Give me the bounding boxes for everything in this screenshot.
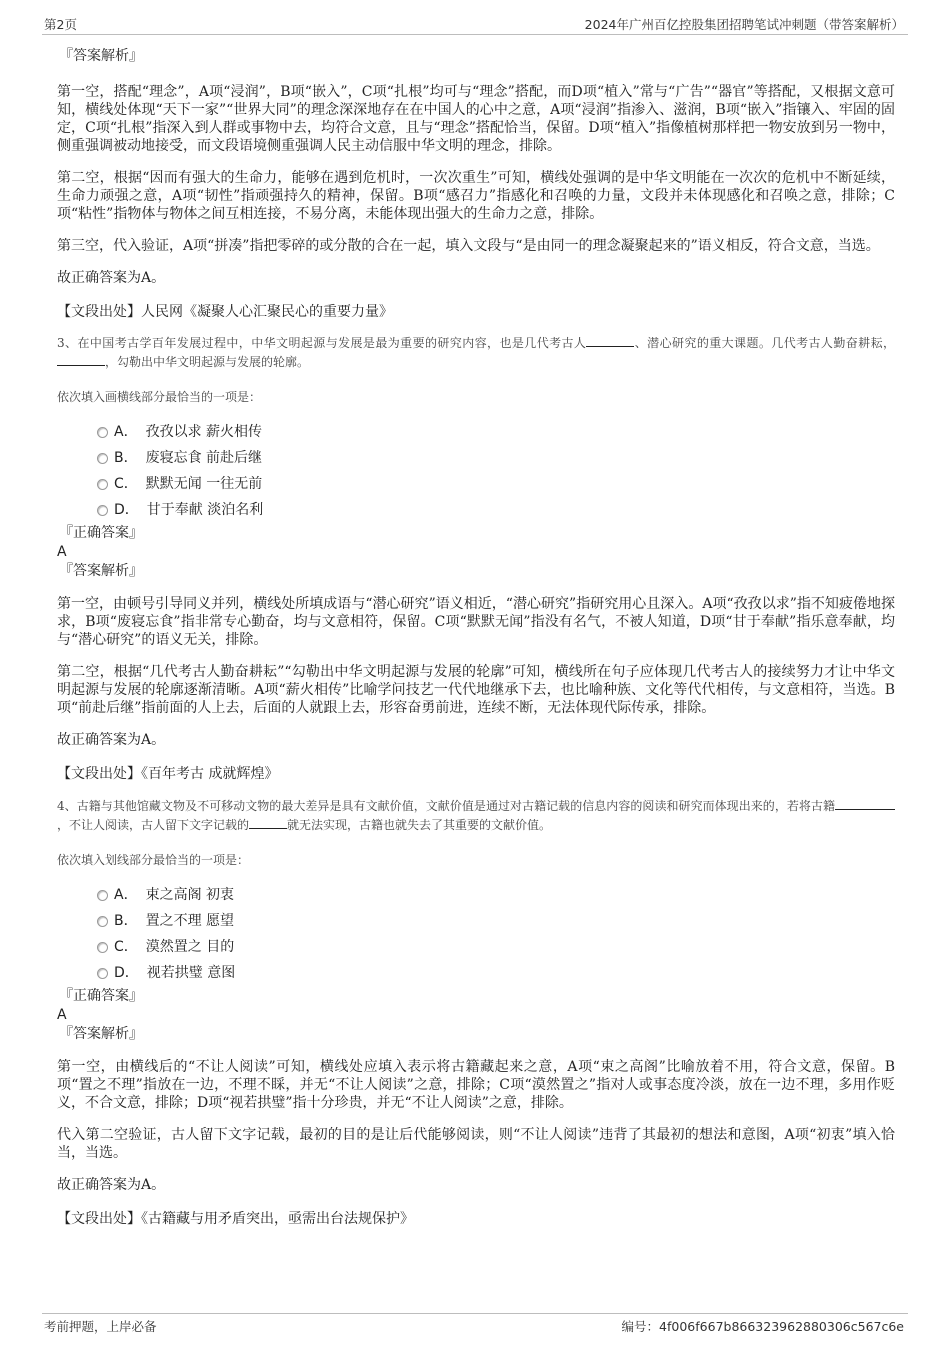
q3-options [57, 419, 895, 523]
q4-prompt: 依次填入划线部分最恰当的一项是： [57, 853, 250, 867]
radio-icon[interactable] [97, 890, 108, 901]
footer-slogan: 考前押题，上岸必备 [44, 1319, 157, 1334]
page-header [42, 14, 908, 35]
q4-correct-label: 『正确答案』 [59, 988, 143, 1004]
radio-icon[interactable] [97, 479, 108, 490]
q4-stem-part1: 4、古籍与其他馆藏文物及不可移动文物的最大差异是具有文献价值，文献价值是通过对古籍记载的信息内容的阅读和研究而体现出来的，若将古籍 [57, 799, 835, 813]
q2-analysis-label: 『答案解析』 [59, 48, 143, 64]
radio-icon[interactable] [97, 505, 108, 516]
q3-source: 【文段出处】《百年考古 成就辉煌》 [57, 766, 279, 782]
q4-option-b[interactable]: B． 置之不理 愿望 [57, 908, 895, 934]
q4-analysis-label: 『答案解析』 [59, 1026, 143, 1042]
q2-analysis-p2: 第二空，根据“因而有强大的生命力，能够在遇到危机时，一次次重生”可知，横线处强调的是中华文明能在一次次的危机中不断延续，生命力顽强之意，A项“韧性”指顽强持久的精神，保留。B项“感召力”指感化和召唤的力量，文段并未体现感化和召唤之意，排除；C项“粘性”指物体与物体之间互相连接，不易分离，未能体现出强大的生命力之意，排除。 [57, 170, 895, 222]
q2-analysis-p1: 第一空，搭配“理念”，A项“浸润”，B项“嵌入”，C项“扎根”均可与“理念”搭配，而D项“植入”常与“广告”“器官”等搭配，又根据文意可知，横线处体现“天下一家”“世界大同”的理念深深地存在在中国人的心中之意，A项“浸润”指渗入、滋润，B项“嵌入”指镶入、牢固的固定，C项“扎根”指深入到人群或事物中去，均符合文意，且与“理念”搭配恰当，保留。D项“植入”指像植树那样把一物安放到另一物中，侧重强调被动地接受，而文段语境侧重强调人民主动信服中华文明的理念，排除。 [57, 84, 895, 154]
radio-icon[interactable] [97, 942, 108, 953]
q3-stem-part3: ，勾勒出中华文明起源与发展的轮廓。 [105, 355, 310, 369]
q4-blank-1 [835, 797, 895, 810]
radio-icon[interactable] [97, 427, 108, 438]
q3-blank-1 [586, 334, 634, 347]
q3-analysis-p2: 第二空，根据“几代考古人勤奋耕耘”“勾勒出中华文明起源与发展的轮廓”可知，横线所在句子应体现几代考古人的接续努力才让中华文明起源与发展的轮廓逐渐清晰。A项“薪火相传”比喻学问技艺一代代地继承下去，也比喻种族、文化等代代相传，与文意相符，当选。B项“前赴后继”指前面的人上去，后面的人就跟上去，形容奋勇前进，连续不断，无法体现代际传承，排除。 [57, 664, 895, 716]
q3-option-c[interactable]: C． 默默无闻 一往无前 [57, 471, 895, 497]
radio-icon[interactable] [97, 916, 108, 927]
q2-analysis-p3: 第三空，代入验证，A项“拼凑”指把零碎的或分散的合在一起，填入文段与“是由同一的理念凝聚起来的”语义相反，符合文意，当选。 [57, 238, 880, 254]
q3-blank-2 [57, 353, 105, 366]
q4-stem-part2: ，不让人阅读，古人留下文字记载的 [57, 818, 250, 832]
q3-correct-answer: A [57, 544, 67, 560]
q3-stem [57, 334, 895, 372]
q4-stem-part3: 就无法实现，古籍也就失去了其重要的文献价值。 [287, 818, 552, 832]
radio-icon[interactable] [97, 968, 108, 979]
q3-analysis-p1: 第一空，由顿号引导同义并列，横线处所填成语与“潜心研究”语义相近，“潜心研究”指研究用心且深入。A项“孜孜以求”指不知疲倦地探求，B项“废寝忘食”指非常专心勤奋，均与文意相符，保留。C项“默默无闻”指没有名气，不被人知道，D项“甘于奉献”指乐意奉献，均与“潜心研究”的语义无关，排除。 [57, 596, 895, 648]
q4-conclusion: 故正确答案为A。 [57, 1177, 166, 1193]
q3-stem-part2: 、潜心研究的重大课题。几代考古人勤奋耕耘， [634, 336, 895, 350]
q3-option-d[interactable]: D． 甘于奉献 淡泊名利 [57, 497, 895, 523]
q4-analysis-p2: 代入第二空验证，古人留下文字记载，最初的目的是让后代能够阅读，则“不让人阅读”违背了其最初的想法和意图，A项“初衷”填入恰当，当选。 [57, 1127, 895, 1161]
q3-option-a[interactable]: A． 孜孜以求 薪火相传 [57, 419, 895, 445]
q3-option-b[interactable]: B． 废寝忘食 前赴后继 [57, 445, 895, 471]
q4-options [57, 882, 895, 986]
q3-prompt: 依次填入画横线部分最恰当的一项是： [57, 390, 262, 404]
radio-icon[interactable] [97, 453, 108, 464]
q4-source: 【文段出处】《古籍藏与用矛盾突出，亟需出台法规保护》 [57, 1211, 414, 1227]
q4-option-d[interactable]: D． 视若拱璧 意图 [57, 960, 895, 986]
q4-blank-2 [249, 816, 287, 829]
q4-option-c[interactable]: C． 漠然置之 目的 [57, 934, 895, 960]
q2-conclusion: 故正确答案为A。 [57, 270, 166, 286]
q2-source: 【文段出处】人民网《凝聚人心汇聚民心的重要力量》 [57, 304, 393, 320]
q3-analysis-label: 『答案解析』 [59, 563, 143, 579]
q4-analysis-p1: 第一空，由横线后的“不让人阅读”可知，横线处应填入表示将古籍藏起来之意，A项“束之高阁”比喻放着不用，符合文意，保留。B项“置之不理”指放在一边，不理不睬，并无“不让人阅读”之意，排除；C项“漠然置之”指对人或事态度冷淡，放在一边不理，多用作贬义，不合文意，排除；D项“视若拱璧”指十分珍贵，并无“不让人阅读”之意，排除。 [57, 1059, 895, 1111]
q4-option-a[interactable]: A． 束之高阁 初衷 [57, 882, 895, 908]
page-footer [42, 1313, 908, 1334]
document-title: 2024年广州百亿控股集团招聘笔试冲刺题（带答案解析） [584, 17, 904, 32]
q4-stem [57, 797, 895, 835]
page-number: 第2页 [44, 17, 77, 32]
footer-serial: 编号：4f006f667b866323962880306c567c6e [621, 1319, 904, 1334]
q3-stem-part1: 3、在中国考古学百年发展过程中，中华文明起源与发展是最为重要的研究内容，也是几代考古人 [57, 336, 587, 350]
q3-conclusion: 故正确答案为A。 [57, 732, 166, 748]
page-content [57, 46, 895, 1228]
q3-correct-label: 『正确答案』 [59, 525, 143, 541]
q4-correct-answer: A [57, 1007, 67, 1023]
